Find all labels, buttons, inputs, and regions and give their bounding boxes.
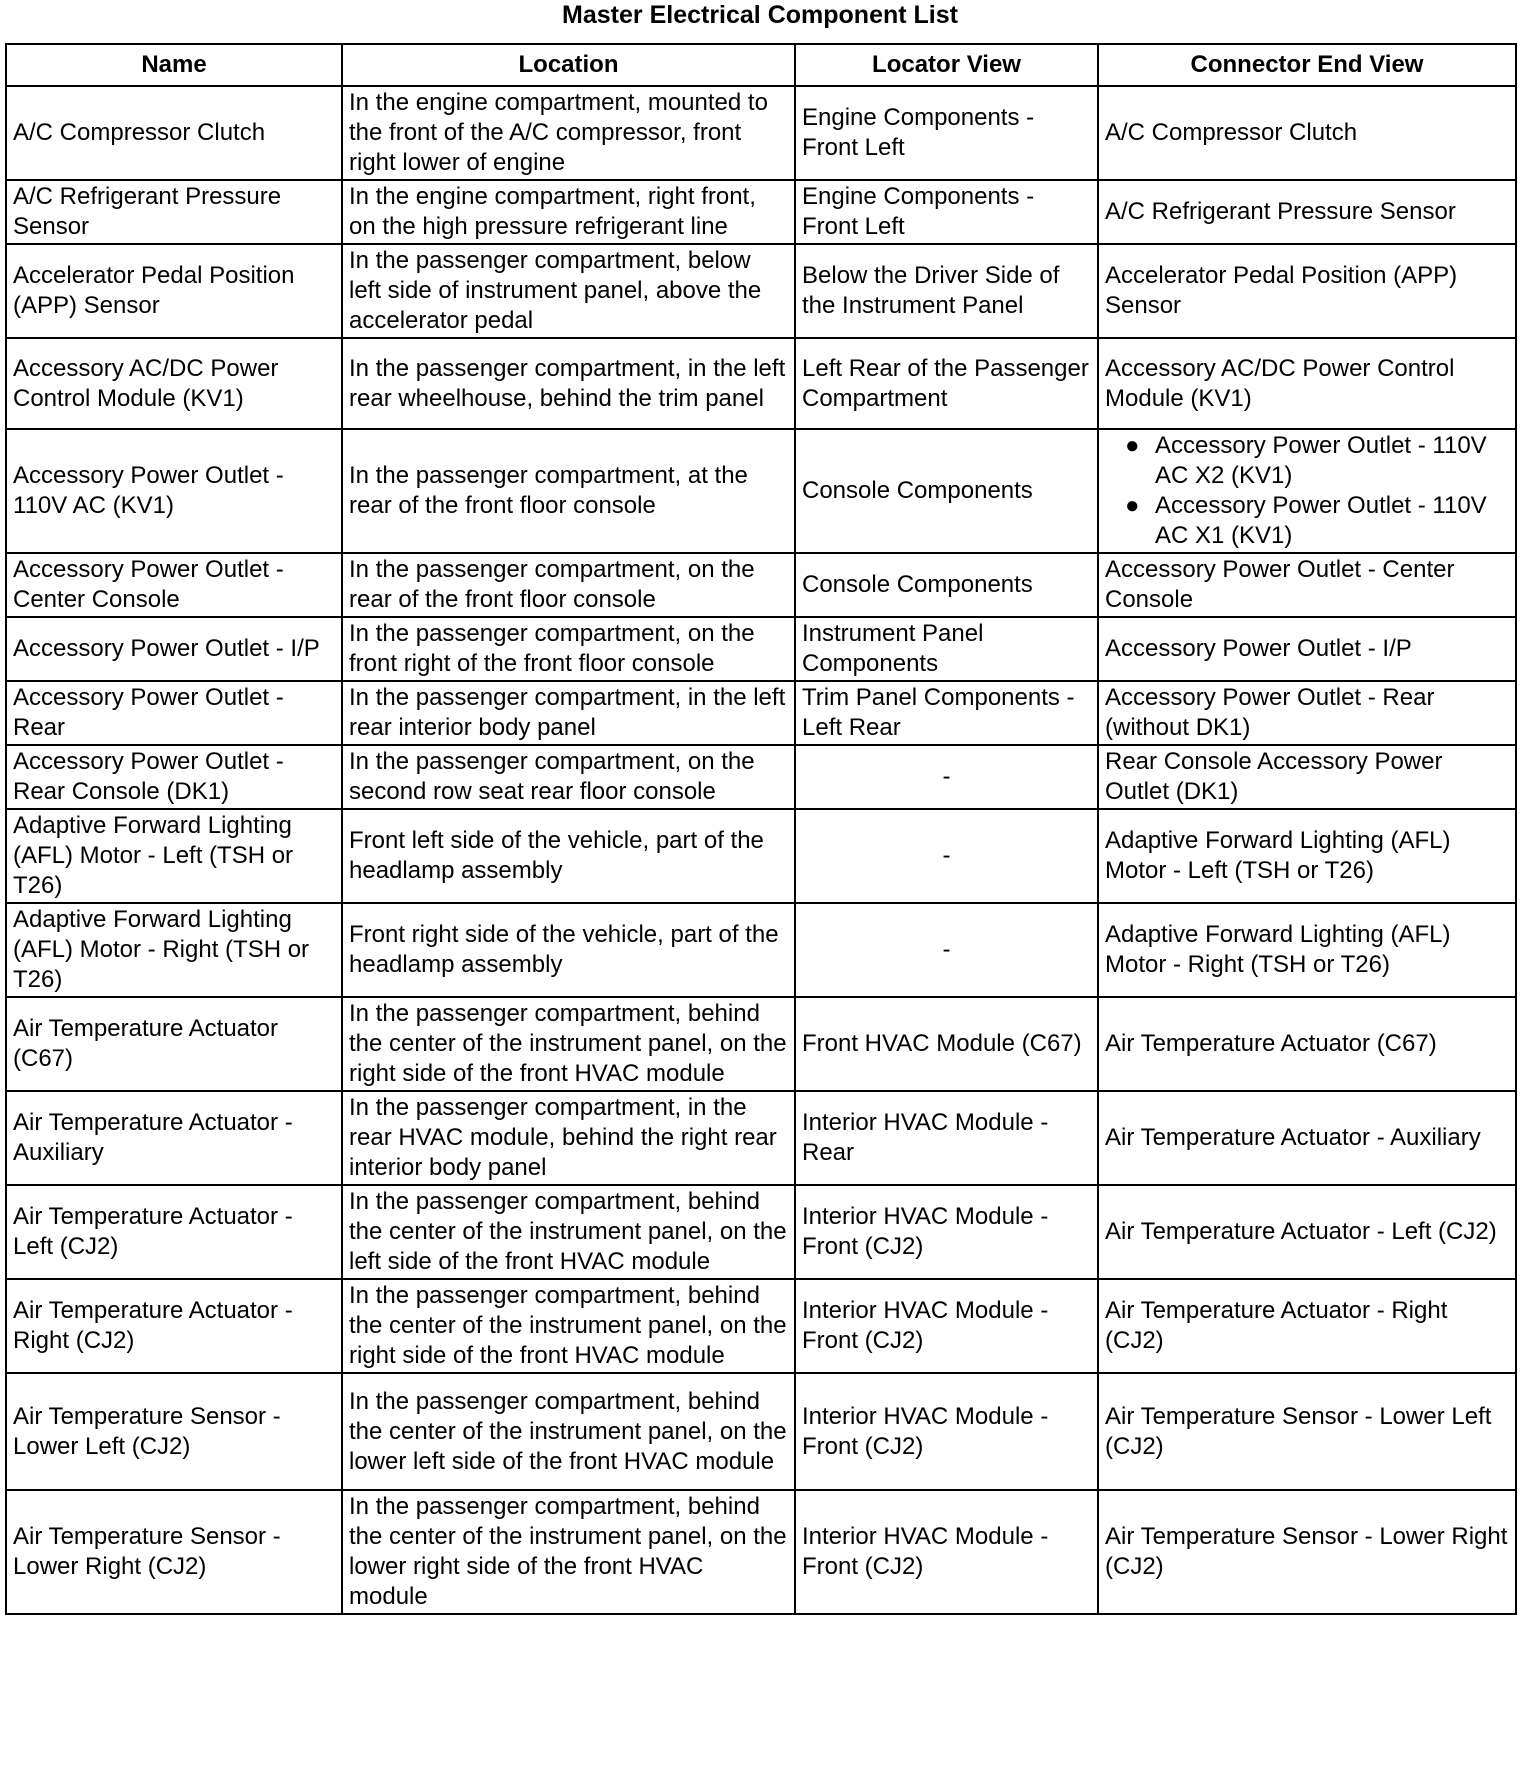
table-row: [6, 745, 1516, 809]
cell-name: Accelerator Pedal Position (APP) Sensor: [6, 244, 342, 338]
cell-locator-view: Interior HVAC Module - Front (CJ2): [795, 1185, 1098, 1279]
table-row: [6, 429, 1516, 553]
cell-name: Air Temperature Sensor - Lower Right (CJ2): [6, 1490, 342, 1614]
cell-connector-end-view: A/C Compressor Clutch: [1098, 86, 1516, 180]
cell-locator-view: Left Rear of the Passenger Compartment: [795, 338, 1098, 429]
table-row: [6, 86, 1516, 180]
table-row: [6, 553, 1516, 617]
cell-connector-end-view: Accessory Power Outlet - Rear (without DK1): [1098, 681, 1516, 745]
table-row: [6, 1279, 1516, 1373]
cell-locator-view: -: [795, 903, 1098, 997]
table-row: [6, 1091, 1516, 1185]
table-row: [6, 617, 1516, 681]
table-row: [6, 1490, 1516, 1614]
cell-connector-end-view: Accessory Power Outlet - Center Console: [1098, 553, 1516, 617]
cell-location: Front left side of the vehicle, part of the headlamp assembly: [342, 809, 795, 903]
cell-locator-view: Interior HVAC Module - Rear: [795, 1091, 1098, 1185]
cell-locator-view: Engine Components - Front Left: [795, 86, 1098, 180]
cell-connector-end-view: Air Temperature Actuator - Auxiliary: [1098, 1091, 1516, 1185]
table-row: [6, 997, 1516, 1091]
column-header-name: Name: [6, 44, 342, 86]
cell-connector-end-view: Air Temperature Sensor - Lower Right (CJ2): [1098, 1490, 1516, 1614]
connector-list-item-text: Accessory Power Outlet - 110V AC X1 (KV1): [1155, 492, 1487, 549]
cell-name: Accessory AC/DC Power Control Module (KV1): [6, 338, 342, 429]
cell-location: In the engine compartment, right front, on the high pressure refrigerant line: [342, 180, 795, 244]
cell-locator-view: -: [795, 745, 1098, 809]
connector-list-item-text: Accessory Power Outlet - 110V AC X2 (KV1): [1155, 432, 1487, 489]
column-header-location: Location: [342, 44, 795, 86]
cell-connector-end-view: Air Temperature Sensor - Lower Left (CJ2): [1098, 1373, 1516, 1490]
cell-connector-end-view: Accessory Power Outlet - I/P: [1098, 617, 1516, 681]
cell-connector-end-view: [1098, 429, 1516, 553]
cell-location: In the passenger compartment, below left side of instrument panel, above the accelerator pedal: [342, 244, 795, 338]
cell-name: Air Temperature Actuator - Left (CJ2): [6, 1185, 342, 1279]
cell-name: Accessory Power Outlet - I/P: [6, 617, 342, 681]
table-body: [6, 86, 1516, 1614]
cell-location: Front right side of the vehicle, part of the headlamp assembly: [342, 903, 795, 997]
column-header-connector-end-view: Connector End View: [1098, 44, 1516, 86]
table-row: [6, 338, 1516, 429]
connector-list-item: [1125, 431, 1509, 491]
cell-connector-end-view: Air Temperature Actuator (C67): [1098, 997, 1516, 1091]
cell-name: Air Temperature Sensor - Lower Left (CJ2): [6, 1373, 342, 1490]
cell-name: Accessory Power Outlet - Rear Console (DK1): [6, 745, 342, 809]
cell-locator-view: Engine Components - Front Left: [795, 180, 1098, 244]
cell-location: In the passenger compartment, behind the center of the instrument panel, on the lower right side of the front HVAC module: [342, 1490, 795, 1614]
cell-locator-view: Trim Panel Components - Left Rear: [795, 681, 1098, 745]
cell-connector-end-view: Accelerator Pedal Position (APP) Sensor: [1098, 244, 1516, 338]
cell-name: Adaptive Forward Lighting (AFL) Motor - Right (TSH or T26): [6, 903, 342, 997]
cell-locator-view: Front HVAC Module (C67): [795, 997, 1098, 1091]
cell-name: A/C Compressor Clutch: [6, 86, 342, 180]
table-row: [6, 180, 1516, 244]
cell-location: In the engine compartment, mounted to the front of the A/C compressor, front right lower of engine: [342, 86, 795, 180]
cell-name: Adaptive Forward Lighting (AFL) Motor - Left (TSH or T26): [6, 809, 342, 903]
cell-name: Air Temperature Actuator - Auxiliary: [6, 1091, 342, 1185]
cell-connector-end-view: Adaptive Forward Lighting (AFL) Motor - Right (TSH or T26): [1098, 903, 1516, 997]
table-row: [6, 1185, 1516, 1279]
cell-connector-end-view: Rear Console Accessory Power Outlet (DK1): [1098, 745, 1516, 809]
cell-location: In the passenger compartment, behind the center of the instrument panel, on the left side of the front HVAC module: [342, 1185, 795, 1279]
connector-list-item: [1125, 491, 1509, 551]
cell-location: In the passenger compartment, in the left rear interior body panel: [342, 681, 795, 745]
component-table: [5, 43, 1517, 1615]
cell-name: Accessory Power Outlet - Rear: [6, 681, 342, 745]
cell-name: Accessory Power Outlet - Center Console: [6, 553, 342, 617]
cell-locator-view: Interior HVAC Module - Front (CJ2): [795, 1490, 1098, 1614]
page-title: Master Electrical Component List: [562, 1, 958, 29]
cell-locator-view: Console Components: [795, 429, 1098, 553]
table-header-row: [6, 44, 1516, 86]
table-row: [6, 244, 1516, 338]
cell-location: In the passenger compartment, on the rear of the front floor console: [342, 553, 795, 617]
cell-connector-end-view: A/C Refrigerant Pressure Sensor: [1098, 180, 1516, 244]
cell-locator-view: Instrument Panel Components: [795, 617, 1098, 681]
component-table-wrapper: [5, 43, 1515, 1615]
cell-locator-view: Below the Driver Side of the Instrument Panel: [795, 244, 1098, 338]
connector-list: [1105, 431, 1509, 551]
table-row: [6, 1373, 1516, 1490]
cell-name: A/C Refrigerant Pressure Sensor: [6, 180, 342, 244]
cell-name: Air Temperature Actuator - Right (CJ2): [6, 1279, 342, 1373]
bullet-icon: ●: [1125, 432, 1140, 459]
cell-locator-view: Interior HVAC Module - Front (CJ2): [795, 1373, 1098, 1490]
cell-location: In the passenger compartment, on the second row seat rear floor console: [342, 745, 795, 809]
cell-location: In the passenger compartment, behind the center of the instrument panel, on the right side of the front HVAC module: [342, 997, 795, 1091]
table-row: [6, 903, 1516, 997]
cell-locator-view: -: [795, 809, 1098, 903]
cell-location: In the passenger compartment, at the rear of the front floor console: [342, 429, 795, 553]
cell-location: In the passenger compartment, in the left rear wheelhouse, behind the trim panel: [342, 338, 795, 429]
column-header-locator-view: Locator View: [795, 44, 1098, 86]
cell-location: In the passenger compartment, on the front right of the front floor console: [342, 617, 795, 681]
cell-location: In the passenger compartment, in the rear HVAC module, behind the right rear interior body panel: [342, 1091, 795, 1185]
table-row: [6, 681, 1516, 745]
cell-location: In the passenger compartment, behind the center of the instrument panel, on the lower left side of the front HVAC module: [342, 1373, 795, 1490]
cell-connector-end-view: Air Temperature Actuator - Left (CJ2): [1098, 1185, 1516, 1279]
cell-locator-view: Interior HVAC Module - Front (CJ2): [795, 1279, 1098, 1373]
cell-locator-view: Console Components: [795, 553, 1098, 617]
table-row: [6, 809, 1516, 903]
cell-connector-end-view: Air Temperature Actuator - Right (CJ2): [1098, 1279, 1516, 1373]
bullet-icon: ●: [1125, 492, 1140, 519]
cell-name: Accessory Power Outlet - 110V AC (KV1): [6, 429, 342, 553]
cell-location: In the passenger compartment, behind the center of the instrument panel, on the right side of the front HVAC module: [342, 1279, 795, 1373]
cell-connector-end-view: Adaptive Forward Lighting (AFL) Motor - Left (TSH or T26): [1098, 809, 1516, 903]
cell-connector-end-view: Accessory AC/DC Power Control Module (KV1): [1098, 338, 1516, 429]
cell-name: Air Temperature Actuator (C67): [6, 997, 342, 1091]
